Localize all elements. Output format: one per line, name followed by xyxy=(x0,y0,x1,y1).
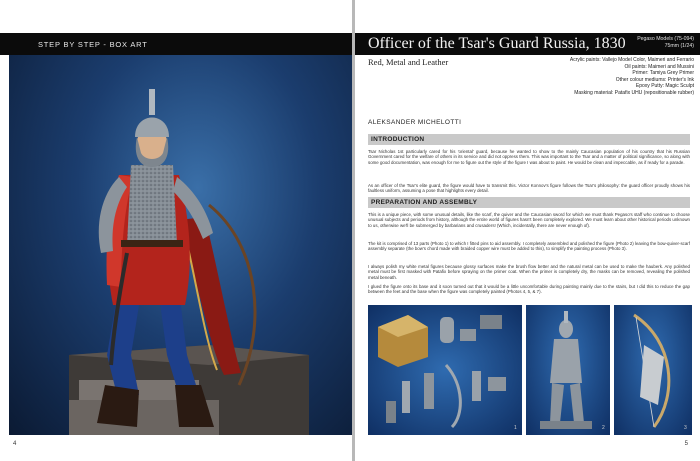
figure-illustration xyxy=(9,55,352,435)
photo-number: 2 xyxy=(602,425,605,431)
credit-line: Acrylic paints: Vallejo Model Color, Maimeri and Ferrario xyxy=(569,57,694,63)
paragraph: This is a unique piece, with some unusual details, like the scarf, the quiver and the Caucasian sword for which we must thank Pegaso's staff who continue to choose unusual subjects and periods from history, although the entire world of figures hasn't been completely explored. We must learn about other historical periods unknown to us, otherwise we'll be submerged by barbarians and crusaders! (Which, incidentally, there are never enough of). xyxy=(368,212,690,228)
photo-bow-quiver xyxy=(614,305,692,435)
kit-parts-illustration xyxy=(368,305,522,435)
paragraph: I always polish my white metal figures because glossy surfaces make the brush flow better and the natural metal can be used to make the hauberk. Any polished metal must be first masked with Patafix before spraying on the primer coat. When the primer is completely dry, the masks can be removed, revealing the polished metal beneath. xyxy=(368,264,690,280)
page-number-left: 4 xyxy=(13,441,17,447)
article-subtitle: Red, Metal and Leather xyxy=(368,57,449,67)
credit-line: Primer: Tamiya Grey Primer xyxy=(632,70,694,76)
credit-line: Epoxy Putty: Magic Sculpt xyxy=(635,83,694,89)
section-heading-introduction xyxy=(368,134,690,145)
right-page xyxy=(355,0,700,461)
credit-line: Masking material: Patafix UHU (repositionable rubber) xyxy=(574,89,694,96)
model-ref-line1: Pegaso Models (75-094) xyxy=(637,36,694,42)
step-photos xyxy=(368,305,692,435)
section-heading-preparation xyxy=(368,197,690,208)
materials-credits xyxy=(524,57,694,96)
section-label: STEP BY STEP - BOX ART xyxy=(38,40,148,49)
paragraph: As an officer of the Tsar's elite guard, the figure would have to transmit this. Victor Konnov's figure follows the Tsar's philosophy: the guard officer proudly shows his faultless uniform, assuming a pose that highlights every detail. xyxy=(368,183,690,194)
photo-kit-parts xyxy=(368,305,522,435)
model-ref-line2: 75mm (1/24) xyxy=(664,43,694,49)
author-name: ALEKSANDER MICHELOTTI xyxy=(368,119,462,126)
credit-line: Oil paints: Maimeri and Mussini xyxy=(624,63,694,70)
section-heading-text: INTRODUCTION xyxy=(371,135,425,143)
photo-number: 1 xyxy=(514,425,517,431)
photo-assembled-figure xyxy=(526,305,610,435)
article-title: Officer of the Tsar's Guard Russia, 1830 xyxy=(368,35,626,52)
photo-number: 3 xyxy=(684,425,687,431)
paragraph: I glued the figure onto its base and it soon turned out that it would be a little uncomfortable during painting mainly due to the stairs, but I did this to reduce the gap between the feet and the base when the figure was completely painted (Photos 4, 5, & 7). xyxy=(368,284,690,295)
left-header-band xyxy=(0,33,352,55)
page-number-right: 5 xyxy=(684,441,688,447)
assembled-figure-illustration xyxy=(526,305,610,435)
credit-line: Other colour mediums: Printer's Ink xyxy=(615,76,694,83)
figure-photo xyxy=(9,55,352,435)
section-heading-text: PREPARATION AND ASSEMBLY xyxy=(371,198,478,206)
right-header-band xyxy=(355,33,700,55)
paragraph: Tsar Nicholas 1st particularly cared for his 'oriental' guard, because he wanted to show to the mainly Caucasian population of his country that his Russian Government cared for the welfare of others in its service and did not oppress them. This was important to the Tsar and a matter of political significance, so along with some good documentation, was enough for me to figure out the style of the figure I was about to paint. He would be clean and impeccable, as if ready for a parade. xyxy=(368,149,690,165)
paragraph: The kit is comprised of 13 parts (Photo 1) to which I fitted pins to aid assembly. I completely assembled and polished the figure (Photo 2) leaving the bow-quiver-scarf assembly separate (the bow's chord made with braided copper wire must be added to this), to simplify the painting process (Photo 3). xyxy=(368,241,690,252)
model-reference xyxy=(637,36,694,50)
bow-quiver-illustration xyxy=(614,305,692,435)
